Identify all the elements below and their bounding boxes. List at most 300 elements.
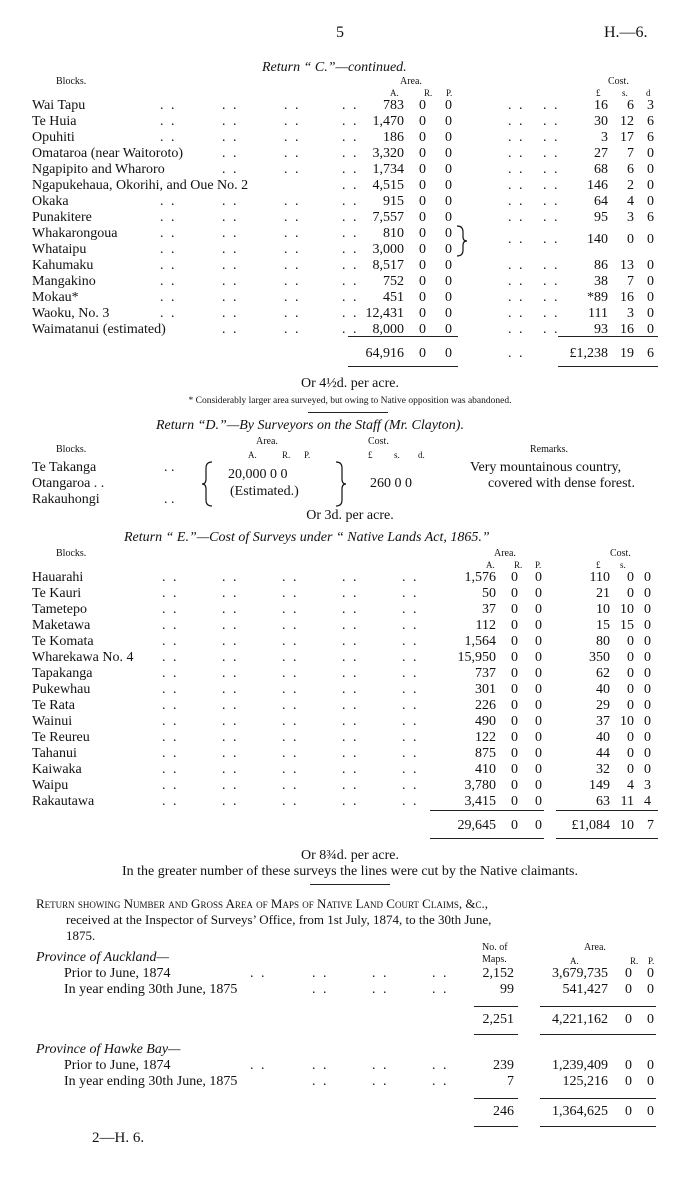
cost-pence: 0 — [644, 570, 651, 585]
block-name: Opuhiti — [32, 130, 75, 145]
cost-pence: 0 — [647, 306, 654, 321]
area-roods: 0 — [419, 178, 426, 193]
leader-dots: . . — [282, 586, 299, 601]
leader-dots: . . — [160, 130, 177, 145]
area-roods: 0 — [625, 1074, 632, 1089]
cost-pence: 0 — [644, 666, 651, 681]
return-c-footnote: * Considerably larger area surveyed, but owing to Native opposition was abandoned. — [188, 396, 512, 406]
leader-dots: . . — [432, 982, 449, 997]
table-row — [0, 778, 700, 794]
map-count-total: 246 — [493, 1104, 514, 1119]
block-name: Te Huia — [32, 114, 77, 129]
leader-dots: . . — [508, 178, 525, 193]
leader-dots: . . — [222, 274, 239, 289]
cost-pounds: 86 — [594, 258, 608, 273]
cost-pence: 0 — [644, 618, 651, 633]
area-perches: 0 — [647, 1058, 654, 1073]
cost-shillings: 7 — [627, 274, 634, 289]
return-maps-sub-acres: A. — [570, 956, 579, 966]
area-roods: 0 — [419, 114, 426, 129]
block-name: Whakarongoua — [32, 226, 118, 241]
cost-pence: 0 — [644, 586, 651, 601]
row-label: In year ending 30th June, 1875 — [64, 1074, 238, 1089]
leader-dots: . . — [282, 746, 299, 761]
cost-pence: 0 — [644, 746, 651, 761]
cost-pence: 0 — [644, 714, 651, 729]
return-c-total-perches: 0 — [445, 346, 452, 361]
cost-pence: 0 — [644, 698, 651, 713]
return-e-total-roods: 0 — [511, 818, 518, 833]
leader-dots: . . — [342, 794, 359, 809]
cost-pence: 0 — [644, 730, 651, 745]
table-row — [0, 586, 700, 602]
leader-dots: . . — [222, 778, 239, 793]
area-acres: 125,216 — [562, 1074, 608, 1089]
cost-shillings: 0 — [627, 698, 634, 713]
return-c-total-acres: 64,916 — [365, 346, 404, 361]
leader-dots: . . — [222, 666, 239, 681]
return-c-joint-shillings: 0 — [627, 232, 634, 247]
cost-pounds: 40 — [596, 730, 610, 745]
block-name: Waipu — [32, 778, 69, 793]
return-maps-title-line: received at the Inspector of Surveys’ Office, from 1st July, 1874, to the 30th June, — [66, 912, 492, 927]
area-perches: 0 — [445, 178, 452, 193]
area-acres: 1,239,409 — [552, 1058, 608, 1073]
area-perches: 0 — [445, 162, 452, 177]
cost-pounds: 32 — [596, 762, 610, 777]
return-e-title: Return “ E.”—Cost of Surveys under “ Native Lands Act, 1865.” — [124, 530, 490, 545]
leader-dots: . . — [508, 146, 525, 161]
table-row — [0, 602, 700, 618]
block-name: Tapakanga — [32, 666, 93, 681]
area-perches: 0 — [647, 982, 654, 997]
table-row — [0, 258, 700, 274]
leader-dots: . . — [312, 966, 329, 981]
block-name: Kahumaku — [32, 258, 94, 273]
leader-dots: . . — [284, 290, 301, 305]
cost-pounds: 10 — [596, 602, 610, 617]
leader-dots: . . — [508, 162, 525, 177]
leader-dots: . . — [312, 1058, 329, 1073]
area-acres: 915 — [383, 194, 404, 209]
cost-shillings: 3 — [627, 210, 634, 225]
return-d-area: 20,000 0 0 — [228, 467, 288, 482]
leader-dots: . . — [222, 650, 239, 665]
cost-pence: 0 — [647, 322, 654, 337]
block-name: Te Reureu — [32, 730, 90, 745]
cost-shillings: 10 — [620, 602, 634, 617]
cost-pence: 3 — [647, 98, 654, 113]
area-roods-total: 0 — [625, 1012, 632, 1027]
table-row — [0, 650, 700, 666]
rule — [540, 1006, 656, 1007]
cost-pence: 0 — [644, 682, 651, 697]
table-row — [0, 290, 700, 306]
leader-dots: . . — [160, 290, 177, 305]
leader-dots: . . — [282, 762, 299, 777]
area-perches: 0 — [445, 242, 452, 257]
area-perches: 0 — [535, 698, 542, 713]
row-label: In year ending 30th June, 1875 — [64, 982, 238, 997]
area-perches: 0 — [445, 210, 452, 225]
area-perches: 0 — [535, 778, 542, 793]
area-perches: 0 — [535, 714, 542, 729]
return-e-area-header: Area. — [494, 548, 516, 559]
leader-dots: . . — [162, 778, 179, 793]
cost-pounds: 3 — [601, 130, 608, 145]
area-roods: 0 — [419, 146, 426, 161]
cost-pounds: 62 — [596, 666, 610, 681]
cost-shillings: 0 — [627, 634, 634, 649]
area-roods: 0 — [511, 698, 518, 713]
leader-dots: . . — [162, 730, 179, 745]
return-d-sub-roods: R. — [282, 450, 291, 460]
return-e-sub-perches: P. — [535, 560, 542, 570]
leader-dots: . . — [162, 634, 179, 649]
leader-dots: . . — [222, 698, 239, 713]
leader-dots: . . — [342, 586, 359, 601]
area-roods-total: 0 — [625, 1104, 632, 1119]
cost-pounds: 40 — [596, 682, 610, 697]
return-c-title: Return “ C.”—continued. — [262, 60, 407, 75]
province-name: Province of Hawke Bay— — [36, 1042, 181, 1057]
leader-dots: . . — [402, 586, 419, 601]
map-count: 239 — [493, 1058, 514, 1073]
area-perches: 0 — [445, 226, 452, 241]
leader-dots: . . — [342, 762, 359, 777]
page-number: 5 — [336, 24, 344, 41]
return-c-total-roods: 0 — [419, 346, 426, 361]
area-acres: 8,517 — [372, 258, 404, 273]
leader-dots: . . — [543, 322, 560, 337]
area-roods: 0 — [419, 290, 426, 305]
area-roods: 0 — [419, 322, 426, 337]
table-row — [0, 162, 700, 178]
area-perches: 0 — [445, 98, 452, 113]
return-d-sub-acres: A. — [248, 450, 257, 460]
area-roods: 0 — [511, 586, 518, 601]
table-row — [0, 730, 700, 746]
table-row — [0, 146, 700, 162]
leader-dots: . . — [222, 618, 239, 633]
area-roods: 0 — [511, 570, 518, 585]
return-e-rule-cost-bottom — [556, 838, 658, 839]
cost-pounds: 93 — [594, 322, 608, 337]
leader-dots: . . — [222, 730, 239, 745]
area-perches: 0 — [445, 322, 452, 337]
leader-dots: . . — [222, 242, 239, 257]
leader-dots: . . — [372, 966, 389, 981]
leader-dots: . . — [402, 794, 419, 809]
return-e-sub-roods: R. — [514, 560, 523, 570]
cost-shillings: 16 — [620, 322, 634, 337]
return-d-block: Rakauhongi — [32, 492, 100, 507]
section-divider — [310, 884, 390, 885]
leader-dots: . . — [162, 698, 179, 713]
leader-dots: . . — [160, 242, 177, 257]
leader-dots: . . — [402, 698, 419, 713]
rule — [540, 1034, 656, 1035]
return-c-rule-cost-bottom — [558, 366, 658, 367]
table-row — [0, 666, 700, 682]
return-maps-maps-header: No. of — [482, 942, 508, 953]
leader-dots: . . — [222, 746, 239, 761]
leader-dots: . . — [222, 762, 239, 777]
cost-shillings: 12 — [620, 114, 634, 129]
leader-dots: . . — [342, 178, 359, 193]
leader-dots: . . — [508, 306, 525, 321]
return-c-sub-pence: d — [646, 88, 651, 98]
block-name: Wainui — [32, 714, 73, 729]
area-acres: 226 — [475, 698, 496, 713]
cost-pence: 6 — [647, 210, 654, 225]
area-perches: 0 — [535, 650, 542, 665]
leader-dots: . . — [222, 130, 239, 145]
area-roods: 0 — [419, 274, 426, 289]
section-divider — [308, 412, 388, 413]
return-d-area-note: (Estimated.) — [230, 484, 299, 499]
return-d-rate: Or 3d. per acre. — [306, 508, 394, 523]
leader-dots: . . — [160, 306, 177, 321]
leader-dots: . . — [543, 194, 560, 209]
area-roods: 0 — [511, 714, 518, 729]
block-name: Rakautawa — [32, 794, 95, 809]
table-row — [0, 698, 700, 714]
leader-dots: . . — [282, 698, 299, 713]
leader-dots: . . — [402, 746, 419, 761]
leader-dots: . . — [342, 698, 359, 713]
total-row — [0, 1104, 700, 1120]
table-row — [0, 570, 700, 586]
document-reference: H.—6. — [604, 24, 648, 41]
area-roods: 0 — [511, 762, 518, 777]
return-c-area-header: Area. — [400, 76, 422, 87]
leader-dots: . . — [222, 210, 239, 225]
return-e-total-pounds: £1,084 — [571, 818, 610, 833]
return-d-block: Te Takanga — [32, 460, 97, 475]
return-c-total-pence: 6 — [647, 346, 654, 361]
return-e-sub-pounds: £ — [596, 560, 601, 570]
leader-dots: . . — [222, 98, 239, 113]
return-c-brace — [455, 224, 469, 263]
block-name: Mangakino — [32, 274, 96, 289]
area-acres: 37 — [482, 602, 496, 617]
cost-shillings: 11 — [620, 794, 634, 809]
cost-pounds: *89 — [587, 290, 608, 305]
cost-shillings: 4 — [627, 778, 634, 793]
leader-dots: . . — [402, 714, 419, 729]
cost-pounds: 16 — [594, 98, 608, 113]
area-perches: 0 — [445, 274, 452, 289]
area-acres: 112 — [475, 618, 496, 633]
area-acres: 875 — [475, 746, 496, 761]
area-acres: 490 — [475, 714, 496, 729]
return-c-blocks-header: Blocks. — [56, 76, 87, 87]
leader-dots: . . — [372, 982, 389, 997]
return-maps-title-line: Return showing Number and Gross Area of Maps of Native Land Court Claims, &c., — [36, 896, 488, 911]
leader-dots: . . — [543, 290, 560, 305]
area-perches: 0 — [535, 762, 542, 777]
cost-shillings: 6 — [627, 162, 634, 177]
leader-dots: . . — [402, 570, 419, 585]
leader-dots: . . — [402, 778, 419, 793]
return-c-sub-perches: P. — [446, 88, 453, 98]
block-name: Hauarahi — [32, 570, 84, 585]
block-name: Wharekawa No. 4 — [32, 650, 134, 665]
leader-dots: . . — [543, 178, 560, 193]
return-d-leaders: . . . . — [164, 460, 175, 507]
rule — [540, 1098, 656, 1099]
cost-shillings: 16 — [620, 290, 634, 305]
return-e-cost-header: Cost. — [610, 548, 631, 559]
leader-dots: . . — [342, 714, 359, 729]
area-perches: 0 — [445, 114, 452, 129]
area-acres: 3,000 — [372, 242, 404, 257]
return-c-rule-area-bottom — [348, 366, 458, 367]
table-row — [0, 682, 700, 698]
area-acres-total: 4,221,162 — [552, 1012, 608, 1027]
area-perches-total: 0 — [647, 1012, 654, 1027]
leader-dots: . . — [342, 602, 359, 617]
return-c-sub-shillings: s. — [622, 88, 628, 98]
return-c-joint-pounds: 140 — [587, 232, 608, 247]
return-e-rule-cost — [556, 810, 658, 811]
cost-pounds: 68 — [594, 162, 608, 177]
return-c-joint-leader: . . — [508, 232, 525, 247]
leader-dots: . . — [342, 114, 359, 129]
leader-dots: . . — [508, 258, 525, 273]
cost-pence: 4 — [644, 794, 651, 809]
return-d-remark: covered with dense forest. — [488, 476, 635, 491]
area-roods: 0 — [419, 226, 426, 241]
area-acres: 1,564 — [464, 634, 496, 649]
cost-pence: 0 — [647, 290, 654, 305]
leader-dots: . . — [342, 194, 359, 209]
leader-dots: . . — [402, 762, 419, 777]
block-name: Maketawa — [32, 618, 91, 633]
area-roods: 0 — [511, 634, 518, 649]
cost-pounds: 38 — [594, 274, 608, 289]
return-e-blocks-header: Blocks. — [56, 548, 87, 559]
block-name: Omataroa (near Waitoroto) — [32, 146, 183, 161]
rule — [474, 1098, 518, 1099]
cost-shillings: 0 — [627, 682, 634, 697]
return-d-title: Return “D.”—By Surveyors on the Staff (Mr. Clayton). — [156, 418, 464, 433]
map-count: 7 — [507, 1074, 514, 1089]
leader-dots: . . — [284, 130, 301, 145]
area-roods: 0 — [419, 130, 426, 145]
leader-dots: . . — [222, 146, 239, 161]
leader-dots: . . — [162, 666, 179, 681]
cost-pounds: 27 — [594, 146, 608, 161]
area-perches: 0 — [535, 746, 542, 761]
return-e-total-acres: 29,645 — [457, 818, 496, 833]
area-perches: 0 — [445, 258, 452, 273]
leader-dots: . . — [402, 602, 419, 617]
area-roods: 0 — [419, 210, 426, 225]
area-perches-total: 0 — [647, 1104, 654, 1119]
leader-dots: . . — [543, 114, 560, 129]
leader-dots: . . — [162, 570, 179, 585]
leader-dots: . . — [284, 162, 301, 177]
area-roods: 0 — [419, 98, 426, 113]
leader-dots: . . — [402, 634, 419, 649]
return-c-rule-area — [348, 336, 458, 337]
area-perches: 0 — [535, 618, 542, 633]
cost-shillings: 0 — [627, 570, 634, 585]
leader-dots: . . — [162, 762, 179, 777]
table-row — [0, 746, 700, 762]
return-c-rate: Or 4½d. per acre. — [301, 376, 399, 391]
table-row — [0, 714, 700, 730]
leader-dots: . . — [162, 682, 179, 697]
area-perches: 0 — [445, 290, 452, 305]
leader-dots: . . — [222, 306, 239, 321]
leader-dots: . . — [508, 290, 525, 305]
return-d-cost: 260 0 0 — [370, 476, 412, 491]
leader-dots: . . — [282, 634, 299, 649]
leader-dots: . . — [342, 306, 359, 321]
leader-dots: . . — [282, 666, 299, 681]
block-name: Te Komata — [32, 634, 94, 649]
area-acres: 451 — [383, 290, 404, 305]
leader-dots: . . — [160, 194, 177, 209]
row-label: Prior to June, 1874 — [64, 1058, 171, 1073]
leader-dots: . . — [222, 114, 239, 129]
return-d-area-header: Area. — [256, 436, 278, 447]
return-c-total-pounds: £1,238 — [569, 346, 608, 361]
leader-dots: . . — [284, 274, 301, 289]
area-acres: 810 — [383, 226, 404, 241]
block-name: Waimatanui (estimated) — [32, 322, 166, 337]
map-count-total: 2,251 — [482, 1012, 514, 1027]
area-acres: 8,000 — [372, 322, 404, 337]
leader-dots: . . — [508, 194, 525, 209]
leader-dots: . . — [162, 618, 179, 633]
leader-dots: . . — [162, 602, 179, 617]
leader-dots: . . — [222, 794, 239, 809]
return-e-sub-acres: A. — [486, 560, 495, 570]
cost-shillings: 15 — [620, 618, 634, 633]
leader-dots: . . — [508, 98, 525, 113]
block-name: Waoku, No. 3 — [32, 306, 110, 321]
area-acres: 3,679,735 — [552, 966, 608, 981]
cost-shillings: 0 — [627, 762, 634, 777]
area-perches: 0 — [535, 730, 542, 745]
leader-dots: . . — [284, 98, 301, 113]
return-d-brace-right — [334, 460, 348, 513]
return-c-joint-pence: 0 — [647, 232, 654, 247]
cost-pounds: 21 — [596, 586, 610, 601]
return-c-sub-acres: A. — [390, 88, 399, 98]
leader-dots: . . — [342, 258, 359, 273]
leader-dots: . . — [162, 746, 179, 761]
cost-pence: 0 — [647, 162, 654, 177]
return-maps-title-line: 1875. — [66, 928, 96, 943]
area-acres: 1,576 — [464, 570, 496, 585]
area-acres: 410 — [475, 762, 496, 777]
leader-dots: . . — [282, 714, 299, 729]
block-name: Ngapukehaua, Okorihi, and Oue No. 2 — [32, 178, 249, 193]
leader-dots: . . — [222, 682, 239, 697]
leader-dots: . . — [282, 778, 299, 793]
map-count: 99 — [500, 982, 514, 997]
block-name: Pukewhau — [32, 682, 91, 697]
leader-dots: . . — [284, 258, 301, 273]
leader-dots: . . — [432, 966, 449, 981]
cost-shillings: 17 — [620, 130, 634, 145]
leader-dots: . . — [432, 1074, 449, 1089]
